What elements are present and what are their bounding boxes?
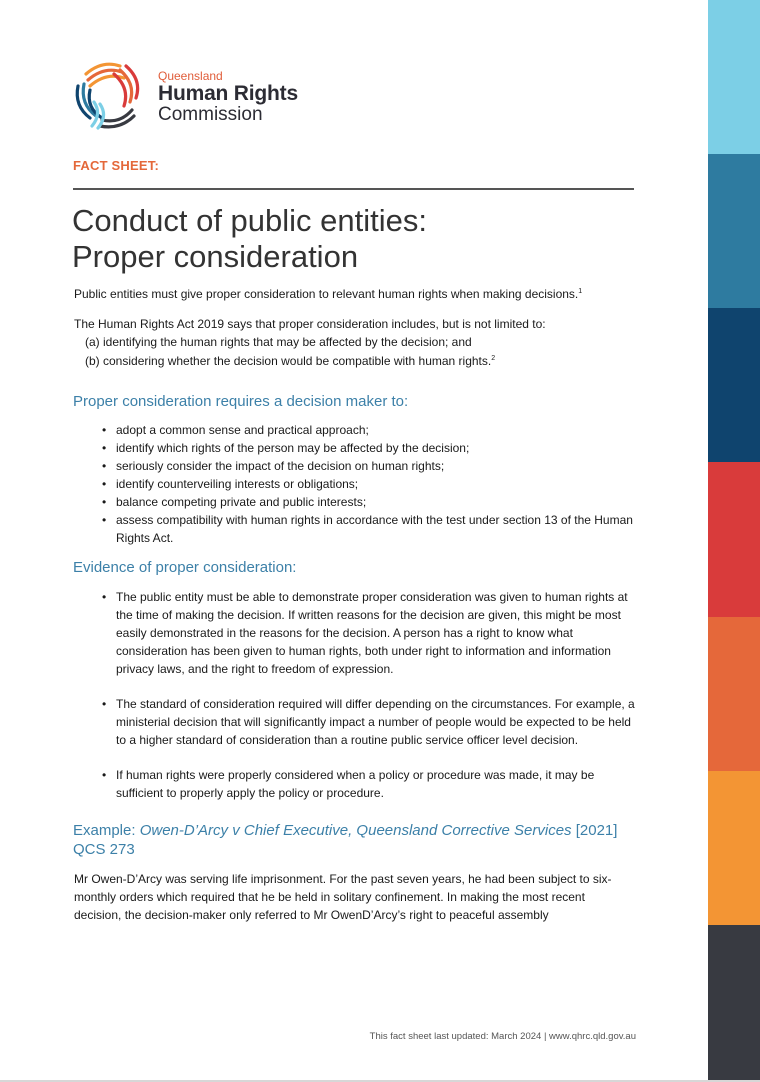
- act-item-b: [85, 352, 495, 370]
- color-stripe-navy: [708, 308, 760, 462]
- act-paragraph: The Human Rights Act 2019 says that proper consideration includes, but is not limited to:: [74, 317, 546, 331]
- footnote-ref-2: 2: [491, 355, 496, 362]
- evidence-list: [100, 588, 635, 819]
- act-item-b-text: (b) considering whether the decision would be compatible with human rights.: [85, 354, 492, 368]
- header-rule: [73, 188, 634, 190]
- color-stripe-amber: [708, 771, 760, 925]
- example-case-name: Owen-D’Arcy v Chief Executive, Queensland Corrective Services: [139, 822, 572, 839]
- page-title-line-1: Conduct of public entities:: [72, 203, 427, 238]
- example-prefix: Example:: [73, 822, 140, 839]
- list-item: • identify which rights of the person may be affected by the decision;: [100, 439, 635, 457]
- act-item-a: (a) identifying the human rights that may be affected by the decision; and: [85, 335, 472, 349]
- list-item: • adopt a common sense and practical approach;: [100, 421, 635, 439]
- color-stripe-red: [708, 462, 760, 617]
- list-item: • If human rights were properly considered when a policy or procedure was made, it may be sufficient to properly apply the policy or procedure.: [100, 766, 635, 802]
- logo-mark-icon: [72, 56, 148, 132]
- requirements-list: [100, 421, 635, 547]
- page-title-line-2: Proper consideration: [72, 239, 359, 274]
- color-stripe-charcoal: [708, 925, 760, 1080]
- logo-queensland: Queensland: [158, 69, 223, 83]
- list-item: • The public entity must be able to demonstrate proper consideration was given to human rights at the time of making the decision. If written reasons for the decision are given, this might be most easily demonstrated in the reasons for the decision. A person has a right to know what consideration has been given to human rights, both under right to information and information privacy laws, and the right to freedom of expression.: [100, 588, 635, 678]
- example-heading: [73, 821, 643, 859]
- list-item: • The standard of consideration required will differ depending on the circumstances. For example, a ministerial decision that will significantly impact a number of people would be expected to be held to a higher standard of consideration than a routine public service officer level decision.: [100, 695, 635, 749]
- intro-paragraph: [74, 285, 630, 303]
- section-heading-requirements: Proper consideration requires a decision maker to:: [73, 393, 409, 410]
- color-stripe-teal: [708, 154, 760, 308]
- example-body: Mr Owen-D’Arcy was serving life imprisonment. For the past seven years, he had been subject to six-monthly orders which required that he be held in solitary confinement. In making the most recent decision, the decision-maker only referred to Mr OwenD’Arcy’s right to peaceful assembly: [74, 872, 612, 922]
- list-item: • assess compatibility with human rights in accordance with the test under section 13 of the Human Rights Act.: [100, 511, 635, 547]
- footnote-ref-1: 1: [578, 288, 583, 295]
- intro-text: Public entities must give proper consideration to relevant human rights when making decisions.: [74, 287, 579, 301]
- color-stripe-orange: [708, 617, 760, 771]
- section-heading-evidence: Evidence of proper consideration:: [73, 559, 297, 576]
- list-item: • seriously consider the impact of the decision on human rights;: [100, 457, 635, 475]
- logo-commission: Commission: [158, 104, 263, 125]
- example-citation: [2021] QCS 273: [73, 822, 618, 858]
- list-item: • identify counterveiling interests or obligations;: [100, 475, 635, 493]
- logo: [72, 56, 312, 132]
- page-title: [72, 203, 427, 275]
- logo-wordmark: [158, 69, 298, 125]
- list-item: • balance competing private and public interests;: [100, 493, 635, 511]
- footer-text: This fact sheet last updated: March 2024 | www.qhrc.qld.gov.au: [369, 1031, 636, 1042]
- color-stripe-light-blue: [708, 0, 760, 154]
- fact-sheet-label: FACT SHEET:: [73, 158, 159, 173]
- logo-human-rights: Human Rights: [158, 82, 298, 105]
